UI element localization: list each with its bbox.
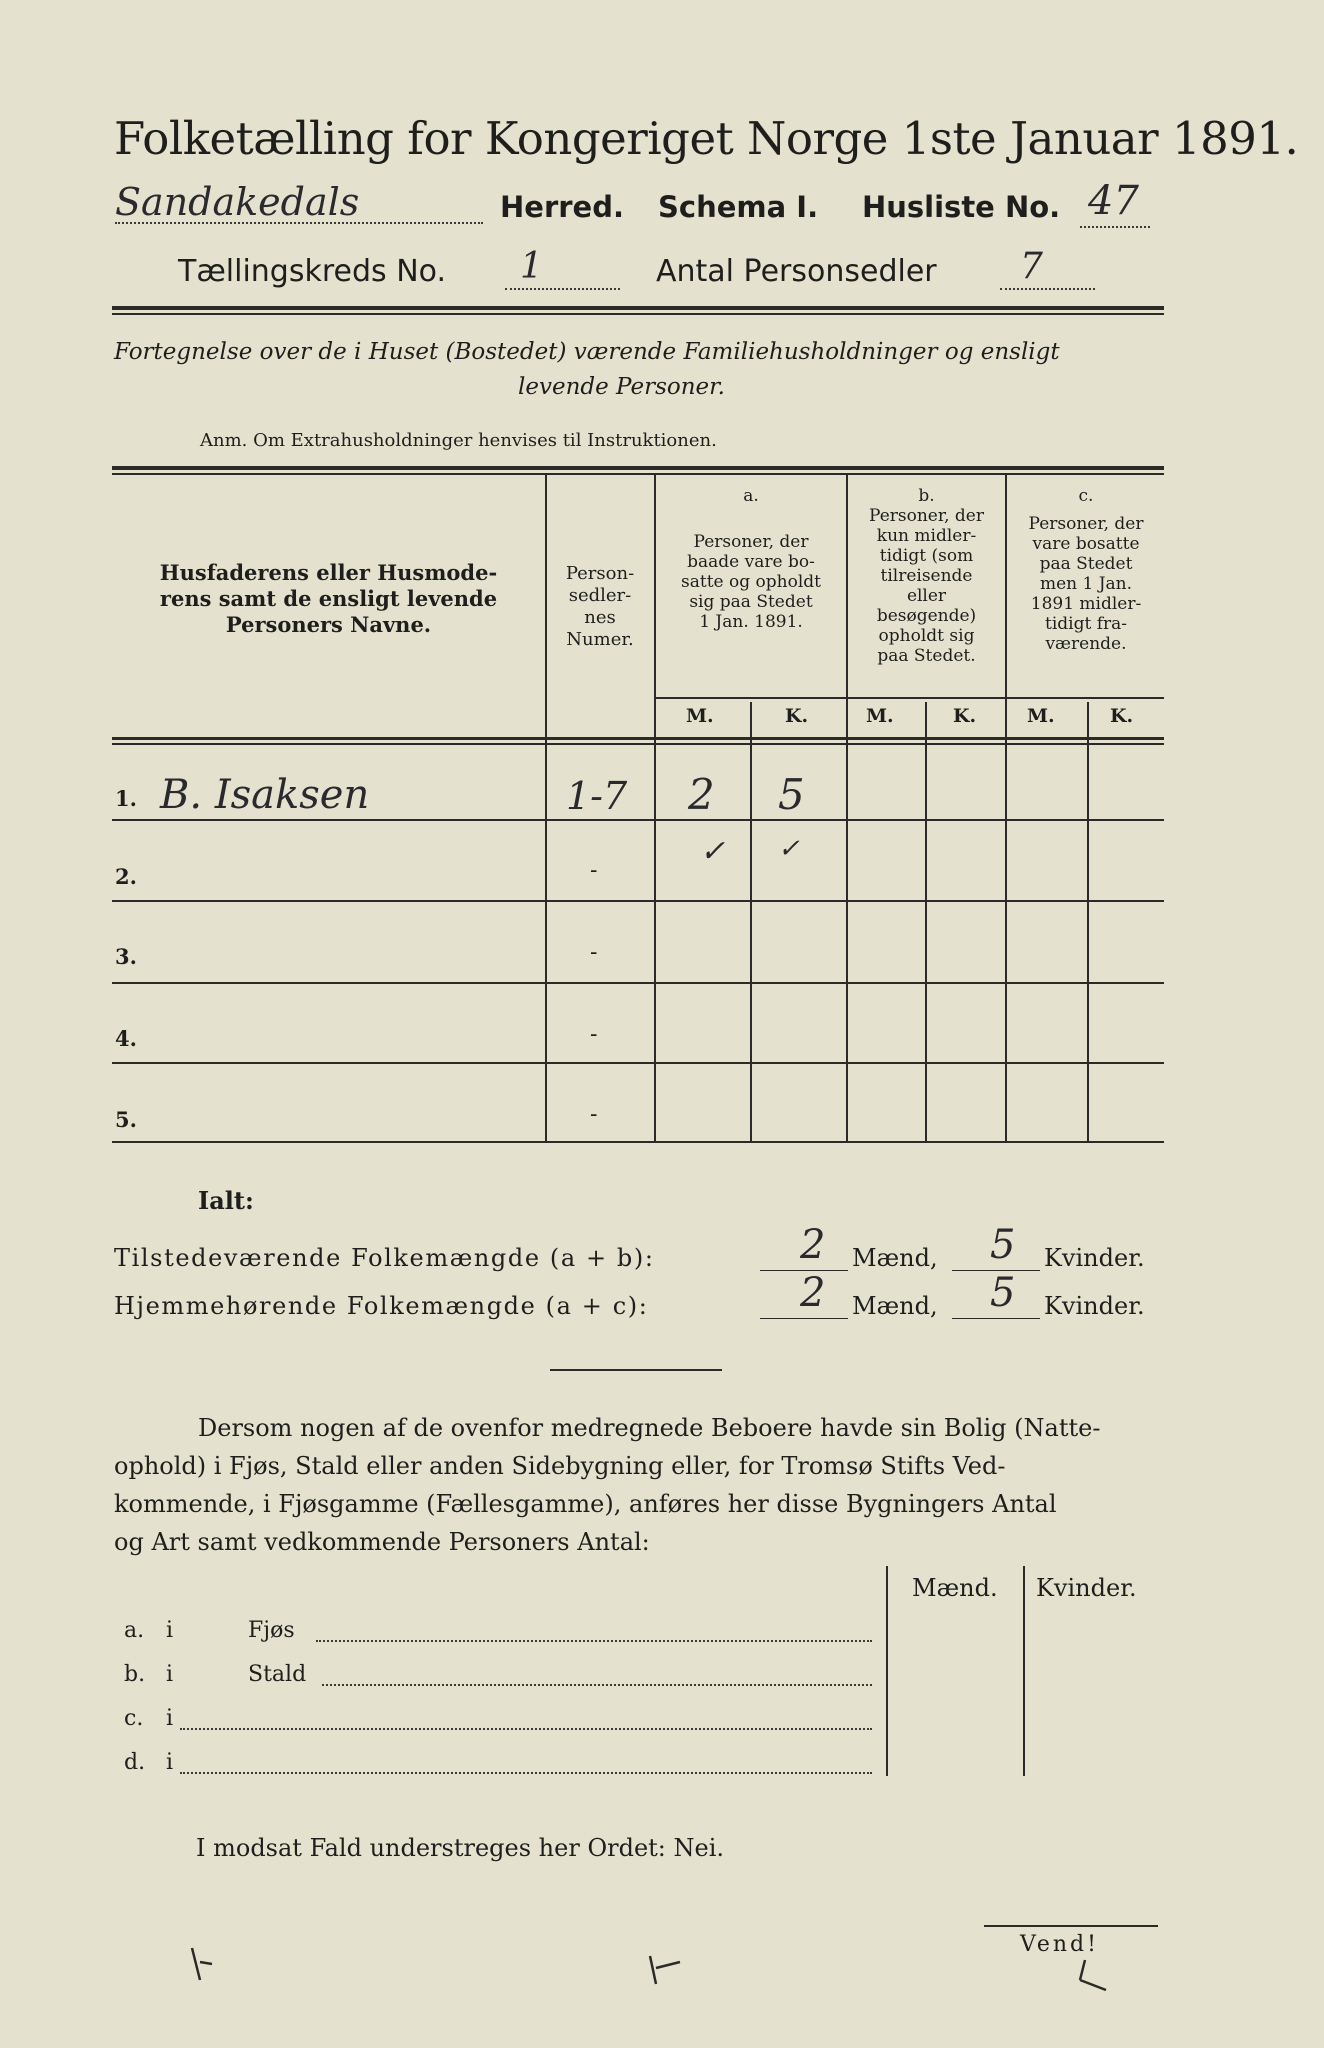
header-a bbox=[657, 486, 845, 632]
row-1-rule bbox=[112, 819, 1164, 821]
row-4-number: 4. bbox=[115, 1026, 137, 1051]
row-5-number: 5. bbox=[115, 1107, 137, 1132]
header-c bbox=[1008, 486, 1164, 654]
tilst-kvinder-word: Kvinder. bbox=[1044, 1244, 1145, 1272]
taellingskreds-label: Tællingskreds No. bbox=[178, 254, 446, 289]
row-2-a-m-check: ✓ bbox=[700, 834, 726, 869]
building-a-dotline bbox=[316, 1640, 872, 1642]
header-sedler-line: nes bbox=[584, 607, 616, 628]
building-a-prep: i bbox=[166, 1618, 174, 1643]
buildings-sep-2 bbox=[1023, 1566, 1025, 1776]
row-3-rule bbox=[112, 982, 1164, 984]
sub-m-b: M. bbox=[866, 705, 894, 727]
husliste-dotline bbox=[1080, 226, 1150, 228]
taellingskreds-dotline bbox=[505, 288, 620, 290]
row-3-sedler: - bbox=[590, 940, 598, 965]
hjem-kvinder-word: Kvinder. bbox=[1044, 1292, 1145, 1320]
antal-label: Antal Personsedler bbox=[656, 254, 937, 289]
header-c-line: tidigt fra- bbox=[1044, 614, 1127, 634]
herred-dotline bbox=[115, 222, 483, 224]
header-c-letter: c. bbox=[1078, 486, 1094, 506]
taellingskreds-value: 1 bbox=[520, 246, 543, 287]
row-2-sedler: - bbox=[590, 858, 598, 883]
header-a-line: 1 Jan. 1891. bbox=[699, 612, 803, 632]
sub-m-a: M. bbox=[686, 705, 714, 727]
row-2-number: 2. bbox=[115, 864, 137, 889]
table-bottom-rule bbox=[112, 1141, 1164, 1143]
buildings-para-line3: kommende, i Fjøsgamme (Fællesgamme), anføres her disse Bygningers Antal bbox=[114, 1490, 1057, 1518]
row-4-sedler: - bbox=[590, 1022, 598, 1047]
hjem-maend-value: 2 bbox=[800, 1270, 826, 1316]
header-sedler-line: Person- bbox=[565, 563, 635, 584]
header-bottom-thin-rule bbox=[112, 743, 1164, 745]
header-names-line: Personers Navne. bbox=[225, 612, 432, 637]
building-a-label: Fjøs bbox=[248, 1618, 295, 1643]
row-1-a-m: 2 bbox=[688, 770, 715, 819]
modsat-note: I modsat Fald understreges her Ordet: Nei. bbox=[196, 1834, 725, 1862]
row-2-rule bbox=[112, 900, 1164, 902]
section-divider bbox=[550, 1369, 722, 1371]
header-a-line: satte og opholdt bbox=[681, 572, 821, 592]
herred-label: Herred. bbox=[500, 190, 624, 224]
row-4-rule bbox=[112, 1062, 1164, 1064]
building-c-prep: i bbox=[166, 1706, 174, 1731]
buildings-para-line4: og Art samt vedkommende Personers Antal: bbox=[114, 1528, 650, 1556]
subsep-a bbox=[750, 702, 752, 1142]
building-d-dotline bbox=[180, 1772, 872, 1774]
sub-k-a: K. bbox=[785, 705, 809, 727]
header-c-line: paa Stedet bbox=[1039, 554, 1133, 574]
header-c-line: værende. bbox=[1045, 634, 1127, 654]
row-2-a-k-check: ✓ bbox=[778, 834, 800, 864]
col-sep-name bbox=[545, 474, 547, 1142]
header-names-line bbox=[116, 586, 541, 612]
mk-top-rule bbox=[654, 697, 1164, 699]
building-c-letter: c. bbox=[124, 1706, 144, 1731]
tilst-kvinder-value: 5 bbox=[990, 1222, 1016, 1268]
hjem-maend-word: Mænd, bbox=[852, 1292, 938, 1320]
sub-k-c: K. bbox=[1110, 705, 1134, 727]
header-c-line: Personer, der bbox=[1028, 514, 1144, 534]
header-a-line: sig paa Stedet bbox=[689, 592, 813, 612]
tilst-label: Tilstedeværende Folkemængde (a + b): bbox=[114, 1244, 655, 1272]
subsep-c bbox=[1087, 702, 1089, 1142]
ialt-label: Ialt: bbox=[198, 1186, 254, 1215]
buildings-col-kvinder: Kvinder. bbox=[1036, 1574, 1137, 1602]
row-1-name: B. Isaksen bbox=[160, 772, 370, 818]
hjem-label: Hjemmehørende Folkemængde (a + c): bbox=[114, 1292, 649, 1320]
header-b-line: tilreisende bbox=[880, 566, 973, 586]
header-a-line: baade vare bo- bbox=[687, 552, 815, 572]
sub-m-c: M. bbox=[1027, 705, 1055, 727]
header-a-line: Personer, der bbox=[693, 532, 809, 552]
anm-note: Anm. Om Extrahusholdninger henvises til Instruktionen. bbox=[200, 430, 717, 451]
header-b-letter: b. bbox=[918, 486, 935, 506]
building-d-prep: i bbox=[166, 1750, 174, 1775]
header-sedler-line: sedler- bbox=[568, 585, 632, 606]
header-names bbox=[116, 560, 541, 638]
building-a-letter: a. bbox=[124, 1618, 145, 1643]
row-5-sedler: - bbox=[590, 1102, 598, 1127]
building-b-letter: b. bbox=[124, 1662, 146, 1687]
header-b-line: kun midler- bbox=[876, 526, 977, 546]
buildings-para-line1: Dersom nogen af de ovenfor medregnede Beboere havde sin Bolig (Natte- bbox=[198, 1414, 1101, 1442]
header-c-line: men 1 Jan. bbox=[1039, 574, 1133, 594]
header-thin-rule bbox=[112, 313, 1164, 315]
bottom-margin-marks bbox=[180, 1940, 1140, 2020]
tilst-maend-word: Mænd, bbox=[852, 1244, 938, 1272]
husliste-value: 47 bbox=[1088, 178, 1139, 224]
tilst-maend-value: 2 bbox=[800, 1222, 826, 1268]
header-b-line: Personer, der bbox=[869, 506, 984, 526]
buildings-col-maend: Mænd. bbox=[912, 1574, 998, 1602]
header-names-text: rens samt de ensligt levende bbox=[159, 586, 498, 611]
antal-dotline bbox=[1000, 288, 1095, 290]
husliste-label: Husliste No. bbox=[862, 190, 1061, 224]
header-c-line: 1891 midler- bbox=[1030, 594, 1142, 614]
table-top-thick-rule bbox=[112, 466, 1164, 470]
header-b-line: eller bbox=[906, 586, 947, 606]
vend-rule bbox=[984, 1925, 1158, 1927]
row-1-sedler: 1-7 bbox=[566, 774, 628, 818]
building-b-prep: i bbox=[166, 1662, 174, 1687]
schema-label: Schema I. bbox=[658, 190, 819, 224]
col-sep-a bbox=[846, 474, 848, 1142]
antal-value: 7 bbox=[1020, 246, 1043, 287]
building-c-dotline bbox=[180, 1728, 872, 1730]
sub-k-b: K. bbox=[953, 705, 977, 727]
hjem-maend-line bbox=[760, 1318, 848, 1319]
header-bottom-thick-rule bbox=[112, 737, 1164, 740]
building-b-label: Stald bbox=[248, 1662, 307, 1687]
buildings-para-line2: ophold) i Fjøs, Stald eller anden Sidebygning eller, for Tromsø Stifts Ved- bbox=[114, 1452, 1006, 1480]
row-3-number: 3. bbox=[115, 944, 137, 969]
header-thick-rule bbox=[112, 306, 1164, 310]
buildings-sep-1 bbox=[886, 1566, 888, 1776]
building-d-letter: d. bbox=[124, 1750, 146, 1775]
hjem-kvinder-value: 5 bbox=[990, 1270, 1016, 1316]
header-c-line: vare bosatte bbox=[1032, 534, 1140, 554]
header-sedler bbox=[548, 563, 652, 651]
building-b-dotline bbox=[322, 1684, 872, 1686]
header-b-line: tidigt (som bbox=[879, 546, 974, 566]
intro-line1: Fortegnelse over de i Huset (Bostedet) værende Familiehusholdninger og ensligt bbox=[114, 339, 1060, 365]
header-b-line: paa Stedet. bbox=[877, 646, 976, 666]
subsep-b bbox=[925, 702, 927, 1142]
row-1-number: 1. bbox=[115, 786, 137, 811]
header-sedler-line: Numer. bbox=[566, 629, 634, 650]
header-a-letter: a. bbox=[743, 486, 759, 506]
col-sep-num bbox=[654, 474, 656, 1142]
header-names-line: Husfaderens eller Husmode- bbox=[159, 560, 498, 585]
hjem-kvinder-line bbox=[952, 1318, 1040, 1319]
header-b bbox=[849, 486, 1004, 666]
row-1-a-k: 5 bbox=[778, 770, 805, 819]
herred-name-handwritten: Sandakedals bbox=[115, 180, 360, 224]
vend-label: Vend! bbox=[1020, 1932, 1099, 1957]
intro-line2: levende Personer. bbox=[518, 374, 725, 400]
form-title: Folketælling for Kongeriget Norge 1ste Januar 1891. bbox=[114, 112, 1299, 165]
header-b-line: opholdt sig bbox=[878, 626, 975, 646]
header-b-line: besøgende) bbox=[876, 606, 977, 626]
col-sep-b bbox=[1005, 474, 1007, 1142]
